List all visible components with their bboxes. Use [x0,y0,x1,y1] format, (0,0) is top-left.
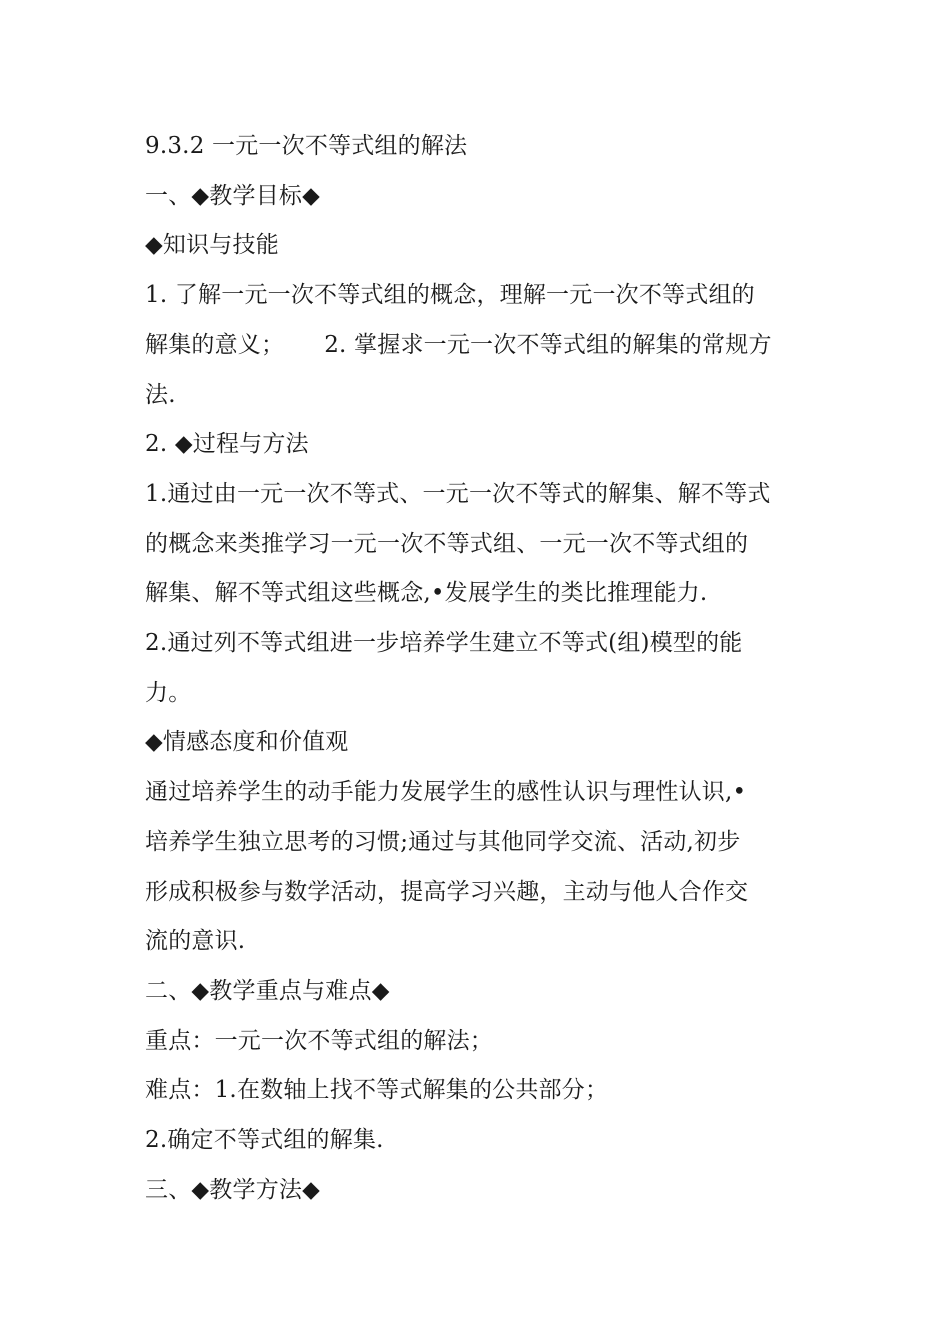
process-item-2-line-2: 力。 [145,679,192,706]
subheading-process-methods: 2. ◆过程与方法 [145,431,309,458]
process-item-2-line-1: 2.通过列不等式组进一步培养学生建立不等式(组)模型的能 [145,630,743,657]
knowledge-item-2-line-1: 2. 掌握求一元一次不等式组的解集的常规方 [324,331,772,358]
emotion-line-3: 形成积极参与数学活动，提高学习兴趣，主动与他人合作交 [145,878,749,905]
key-point: 重点：一元一次不等式组的解法； [145,1027,493,1054]
subheading-emotion-values: ◆情感态度和价值观 [145,729,349,756]
document-page [145,122,811,1215]
difficulty-line-1: 难点：1.在数轴上找不等式解集的公共部分； [145,1077,609,1104]
section-heading-methods: 三、◆教学方法◆ [145,1176,320,1203]
knowledge-items-line-2 [145,321,811,371]
emotion-line-4: 流的意识. [145,928,246,955]
process-item-1-line-2: 的概念来类推学习一元一次不等式组、一元一次不等式组的 [145,530,749,557]
knowledge-item-1-line-2: 解集的意义； [145,331,285,358]
subheading-knowledge-skills: ◆知识与技能 [145,232,279,259]
process-item-1-line-3: 解集、解不等式组这些概念,•发展学生的类比推理能力. [145,580,708,607]
section-heading-key-difficult: 二、◆教学重点与难点◆ [145,977,390,1004]
emotion-line-1: 通过培养学生的动手能力发展学生的感性认识与理性认识,• [145,779,747,806]
knowledge-item-1-line-1: 1. 了解一元一次不等式组的概念，理解一元一次不等式组的 [145,282,755,309]
difficulty-line-2: 2.确定不等式组的解集. [145,1127,384,1154]
section-heading-objectives: 一、◆教学目标◆ [145,182,320,209]
document-title: 9.3.2 一元一次不等式组的解法 [145,133,468,159]
emotion-line-2: 培养学生独立思考的习惯;通过与其他同学交流、活动,初步 [145,828,741,855]
knowledge-item-2-line-2: 法. [145,381,176,408]
process-item-1-line-1: 1.通过由一元一次不等式、一元一次不等式的解集、解不等式 [145,480,771,507]
